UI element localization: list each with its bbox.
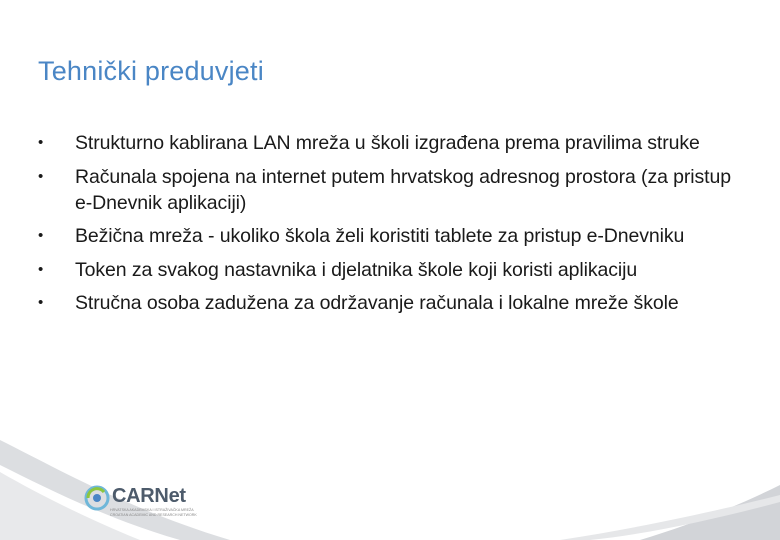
bullet-icon: • (38, 260, 44, 278)
bullet-text: Strukturno kablirana LAN mreža u školi izgrađena prema pravilima struke (75, 132, 700, 154)
bullet-icon: • (38, 227, 44, 244)
bullet-text: Računala spojena na internet putem hrvatskog adresnog prostora (za pristup e-Dnevnik aplikaciji) (75, 165, 731, 214)
bullet-item (38, 257, 748, 283)
carnet-logo (82, 483, 202, 523)
logo-subtitle (110, 508, 202, 517)
carnet-logo-emblem-icon (84, 485, 110, 511)
bullet-item (38, 164, 748, 216)
bullet-text: Token za svakog nastavnika i djelatnika škole koji koristi aplikaciju (75, 258, 638, 281)
bullet-item (38, 130, 748, 156)
logo-subtitle-line: CROATIAN ACADEMIC AND RESEARCH NETWORK (110, 512, 197, 517)
bullet-text: Stručna osoba zadužena za održavanje računala i lokalne mreže škole (75, 292, 679, 314)
bullet-icon: • (38, 134, 44, 151)
bullet-item (38, 223, 748, 249)
slide-title: Tehnički preduvjeti (38, 56, 264, 86)
bullet-icon: • (38, 167, 44, 185)
logo-wordmark: CARNet (112, 485, 186, 507)
bullet-item (38, 290, 748, 316)
logo-subtitle-line: HRVATSKA AKADEMSKA I ISTRAŽIVAČKA MREŽA (110, 508, 194, 512)
bullet-icon: • (38, 294, 44, 311)
bullet-list (38, 130, 748, 324)
bullet-text: Bežična mreža - ukoliko škola želi koristiti tablete za pristup e-Dnevniku (75, 225, 685, 247)
